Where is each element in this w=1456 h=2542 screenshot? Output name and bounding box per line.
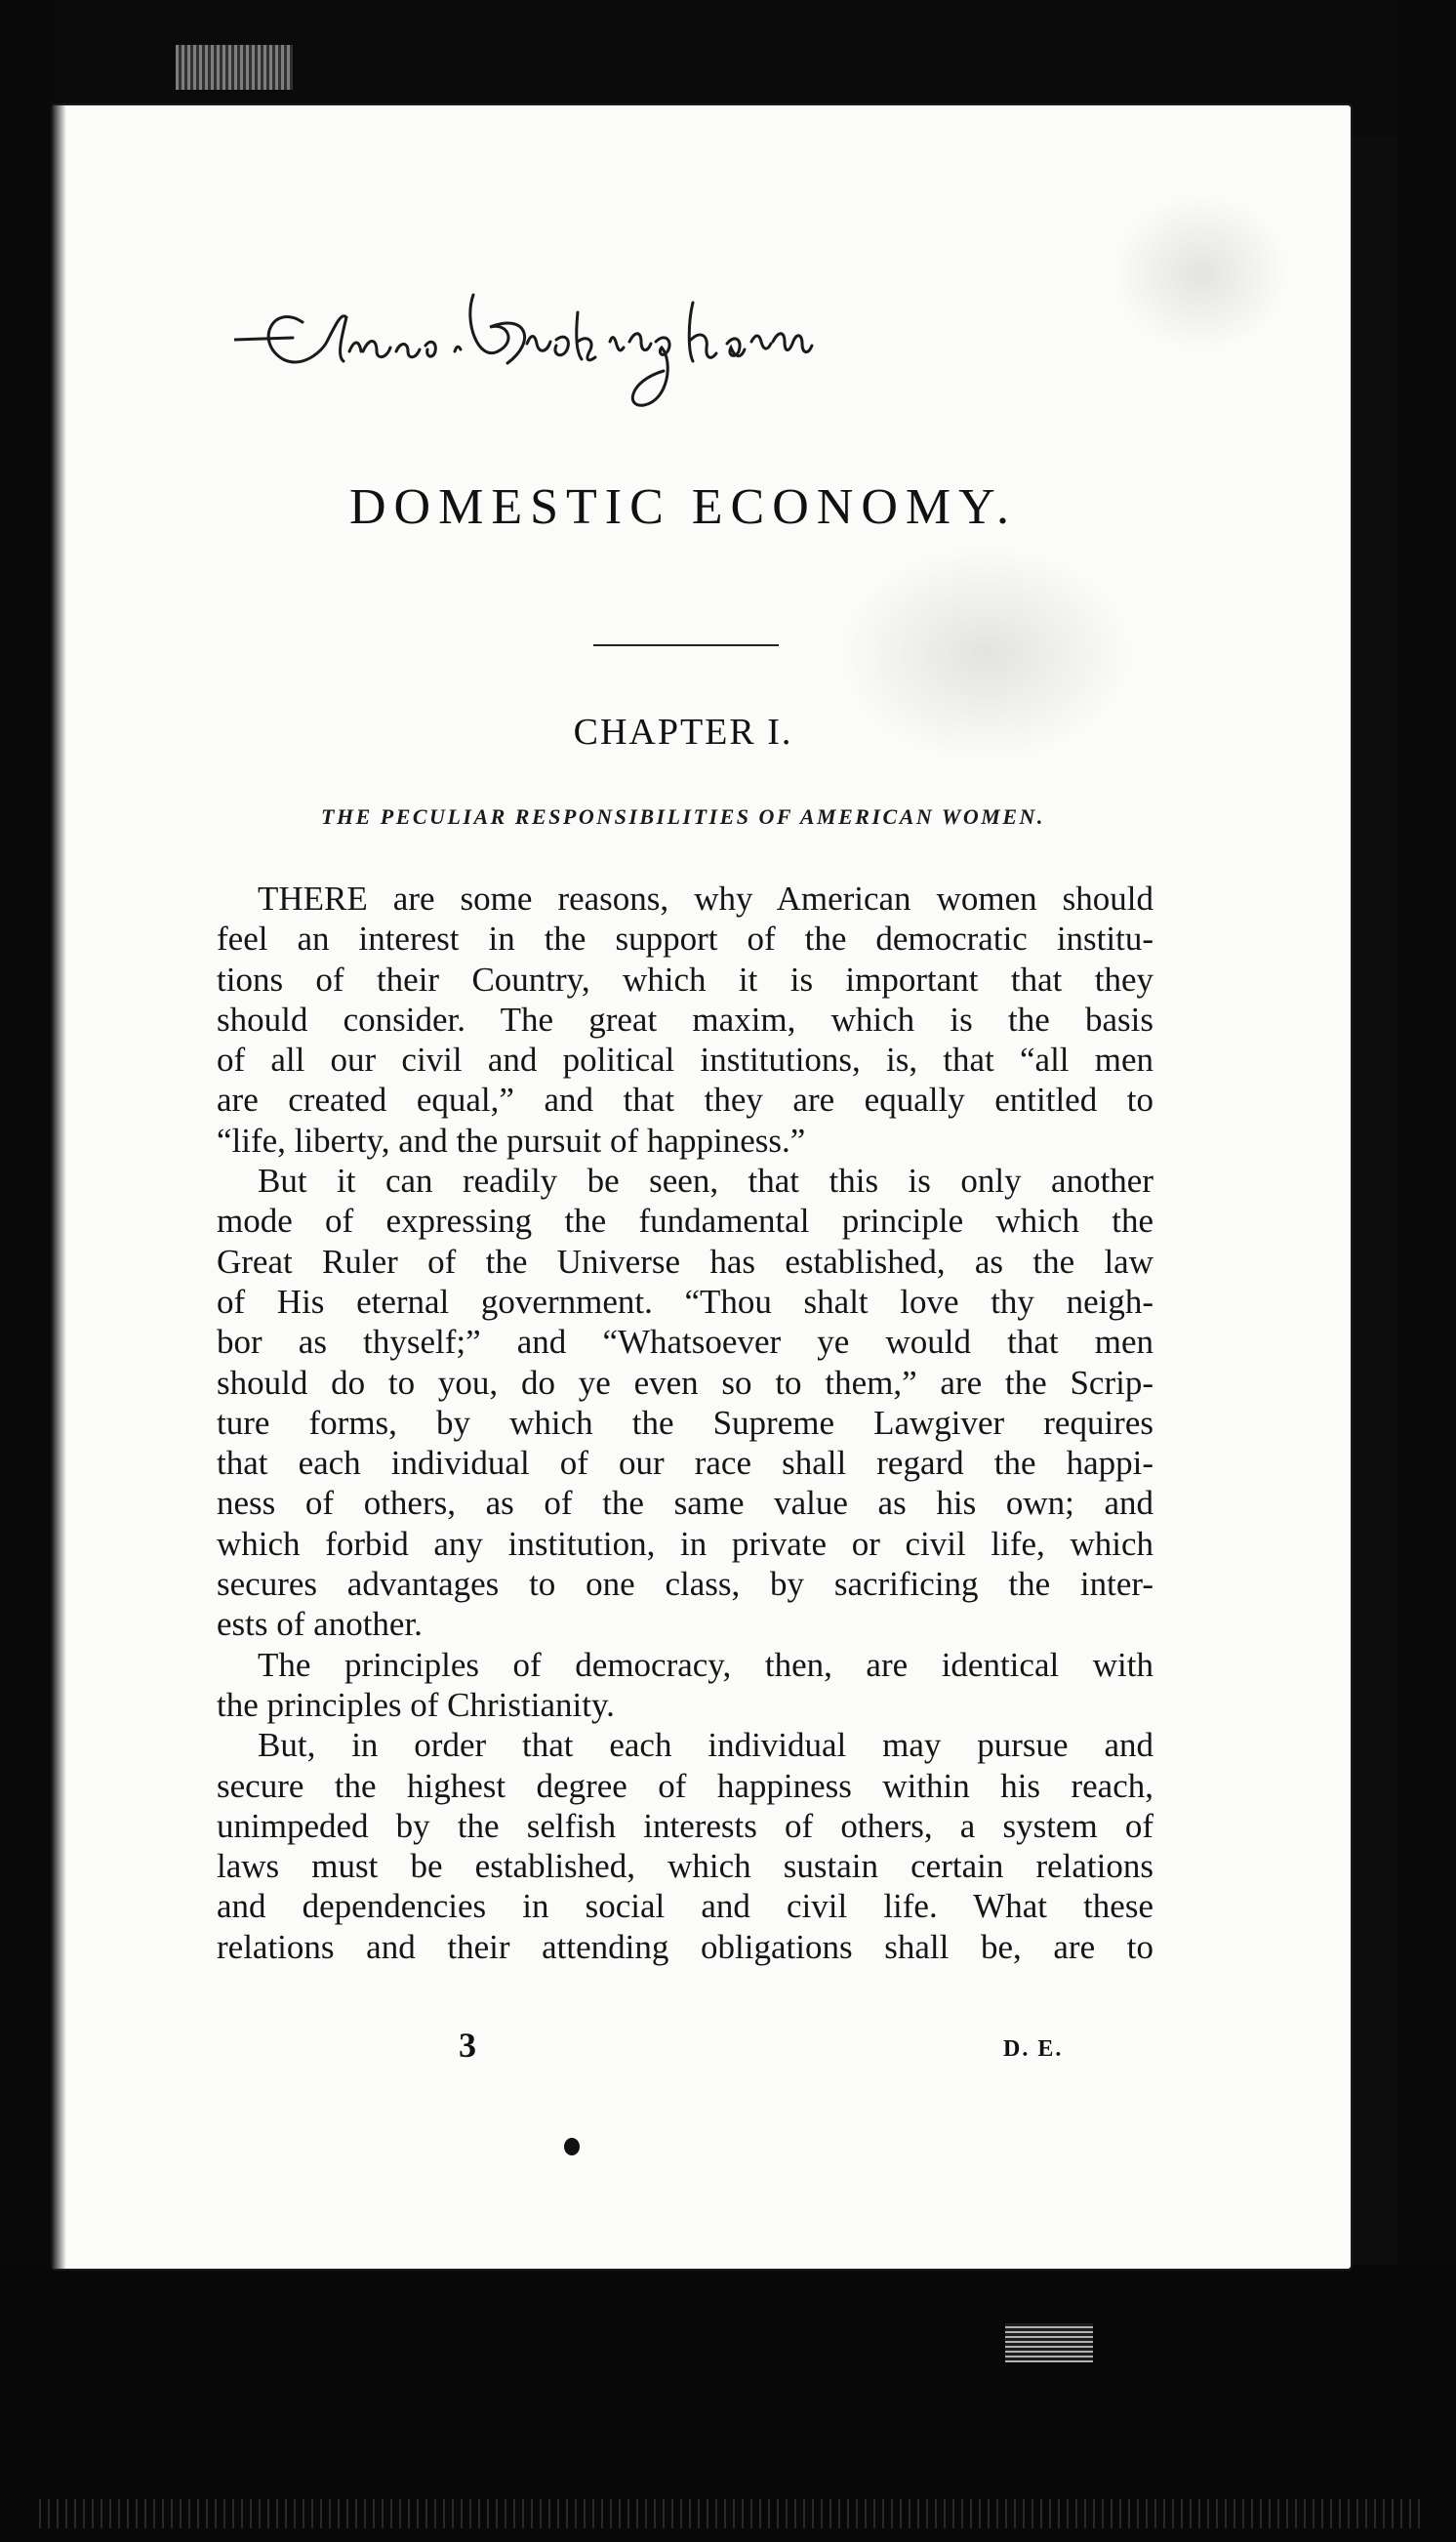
bleed-through-smudge <box>1112 195 1288 351</box>
handwritten-signature <box>234 283 1034 430</box>
text-line: “life, liberty, and the pursuit of happiness.” <box>217 1121 806 1160</box>
scan-frame-left <box>0 0 59 2542</box>
text-line: unimpeded by the selfish interests of others, a system of <box>217 1806 1153 1845</box>
text-line: ests of another. <box>217 1605 423 1644</box>
text-line: that each individual of our race shall regard the happi- <box>217 1444 1153 1483</box>
text-line: secures advantages to one class, by sacrificing the inter- <box>217 1565 1153 1604</box>
text-line: laws must be established, which sustain certain relations <box>217 1847 1153 1886</box>
text-line: ness of others, as of the same value as his own; and <box>217 1484 1153 1523</box>
text-line: ture forms, by which the Supreme Lawgiver requires <box>217 1403 1153 1442</box>
text-line: of all our civil and political institutions, is, that “all men <box>217 1041 1153 1080</box>
body-text <box>217 879 1153 1967</box>
scan-noise-bottom <box>1005 2323 1093 2362</box>
text-line: But, in order that each individual may pursue and <box>258 1726 1153 1765</box>
text-line: should do to you, do ye even so to them,” are the Scrip- <box>217 1363 1153 1402</box>
ink-blot <box>564 2138 580 2155</box>
text-line: secure the highest degree of happiness within his reach, <box>217 1766 1153 1805</box>
printer-signature-mark: D. E. <box>1003 2036 1064 2062</box>
text-line: tions of their Country, which it is important that they <box>217 960 1153 999</box>
text-line: The principles of democracy, then, are identical with <box>258 1645 1153 1684</box>
text-line: which forbid any institution, in private or civil life, which <box>217 1524 1153 1563</box>
text-line: relations and their attending obligations shall be, are to <box>217 1927 1153 1966</box>
text-line: bor as thyself;” and “Whatsoever ye would that men <box>217 1323 1153 1362</box>
scan-frame-right <box>1397 0 1456 2542</box>
page-number: 3 <box>459 2026 476 2065</box>
text-line: feel an interest in the support of the democratic institu- <box>217 920 1153 959</box>
text-line: But it can readily be seen, that this is only another <box>258 1162 1153 1201</box>
text-line: the principles of Christianity. <box>217 1685 615 1724</box>
page-title: DOMESTIC ECONOMY. <box>349 479 1017 535</box>
text-line: Great Ruler of the Universe has established, as the law <box>217 1242 1153 1281</box>
scan-noise-top <box>176 45 293 90</box>
text-line: of His eternal government. “Thou shalt love thy neigh- <box>217 1282 1153 1321</box>
title-divider <box>593 644 779 646</box>
chapter-heading: CHAPTER I. <box>573 712 793 753</box>
text-line: THERE are some reasons, why American women should <box>258 880 1153 918</box>
text-line: should consider. The great maxim, which is the basis <box>217 1000 1153 1039</box>
text-line: mode of expressing the fundamental principle which the <box>217 1202 1153 1241</box>
scan-noise-edge <box>39 2499 1425 2528</box>
chapter-subtitle: THE PECULIAR RESPONSIBILITIES OF AMERICAN WOMEN. <box>321 804 1045 829</box>
text-line: and dependencies in social and civil life. What these <box>217 1887 1153 1926</box>
page-edge-shadow <box>53 105 66 2269</box>
text-line: are created equal,” and that they are equally entitled to <box>217 1081 1153 1120</box>
